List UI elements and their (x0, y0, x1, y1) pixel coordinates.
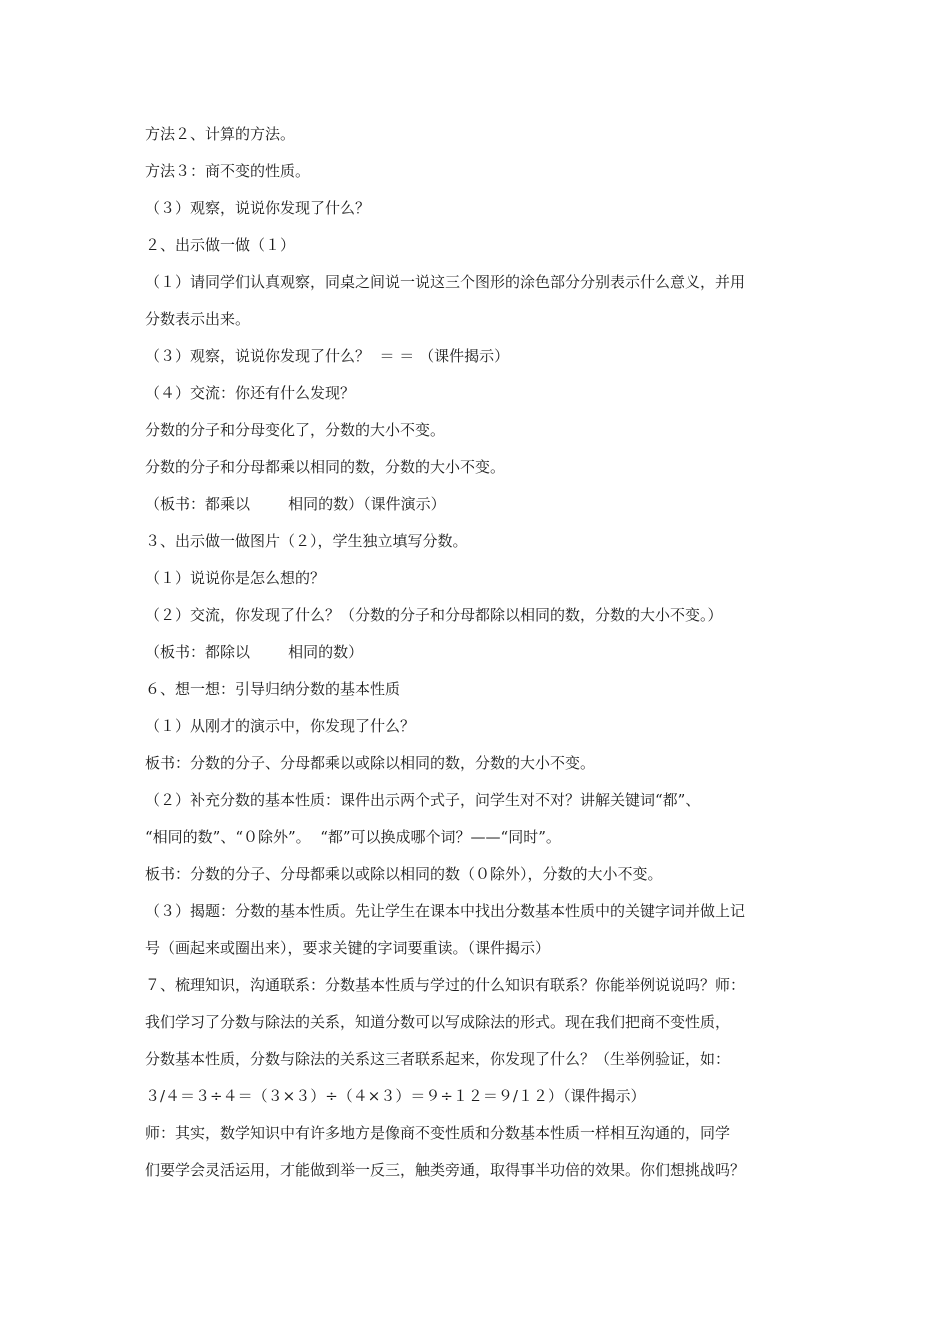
text-line: ７、梳理知识，沟通联系：分数基本性质与学过的什么知识有联系？你能举例说说吗？师： (145, 976, 746, 994)
text-line: （板书：都除以 相同的数） (145, 643, 364, 661)
text-line: 板书：分数的分子、分母都乘以或除以相同的数，分数的大小不变。 (145, 754, 596, 772)
text-line: （２）补充分数的基本性质：课件出示两个式子，问学生对不对？讲解关键词“都”、 (145, 791, 701, 809)
text-line: （３）观察，说说你发现了什么？ ＝ ＝ （课件揭示） (145, 347, 510, 365)
text-line: “相同的数”、“０除外”。 “都”可以换成哪个词？——“同时”。 (145, 828, 561, 846)
text-line: 们要学会灵活运用，才能做到举一反三，触类旁通，取得事半功倍的效果。你们想挑战吗？ (145, 1161, 746, 1179)
text-line: ３/４＝３÷４＝（３×３）÷（４×３）＝９÷１２＝９/１２）（课件揭示） (145, 1087, 646, 1105)
text-line: （１）说说你是怎么想的？ (145, 569, 326, 587)
text-line: （３）揭题：分数的基本性质。先让学生在课本中找出分数基本性质中的关键字词并做上记 (145, 902, 746, 920)
text-line: 板书：分数的分子、分母都乘以或除以相同的数（０除外），分数的大小不变。 (145, 865, 663, 883)
text-line: 分数表示出来。 (145, 310, 251, 328)
text-line: （３）观察，说说你发现了什么？ (145, 199, 371, 217)
text-line: ３、出示做一做图片（２），学生独立填写分数。 (145, 532, 468, 550)
text-line: （２）交流，你发现了什么？（分数的分子和分母都除以相同的数，分数的大小不变。） (145, 606, 723, 624)
text-line: 方法３：商不变的性质。 (145, 162, 311, 180)
text-line: （１）从刚才的演示中，你发现了什么？ (145, 717, 416, 735)
text-line: 方法２、计算的方法。 (145, 125, 296, 143)
text-line: 师：其实，数学知识中有许多地方是像商不变性质和分数基本性质一样相互沟通的，同学 (145, 1124, 731, 1142)
text-line: ６、想一想：引导归纳分数的基本性质 (145, 680, 401, 698)
text-line: （４）交流：你还有什么发现？ (145, 384, 356, 402)
text-line: （板书：都乘以 相同的数）（课件演示） (145, 495, 446, 513)
text-line: 号（画起来或圈出来），要求关键的字词要重读。（课件揭示） (145, 939, 551, 957)
document-body (145, 123, 825, 1196)
text-line: 我们学习了分数与除法的关系，知道分数可以写成除法的形式。现在我们把商不变性质， (145, 1013, 731, 1031)
text-line: 分数的分子和分母都乘以相同的数，分数的大小不变。 (145, 458, 506, 476)
text-line: 分数的分子和分母变化了，分数的大小不变。 (145, 421, 446, 439)
text-line: 分数基本性质，分数与除法的关系这三者联系起来，你发现了什么？（生举例验证，如： (145, 1050, 731, 1068)
text-line: ２、出示做一做（１） (145, 236, 296, 254)
text-line: （１）请同学们认真观察，同桌之间说一说这三个图形的涂色部分分别表示什么意义，并用 (145, 273, 746, 291)
